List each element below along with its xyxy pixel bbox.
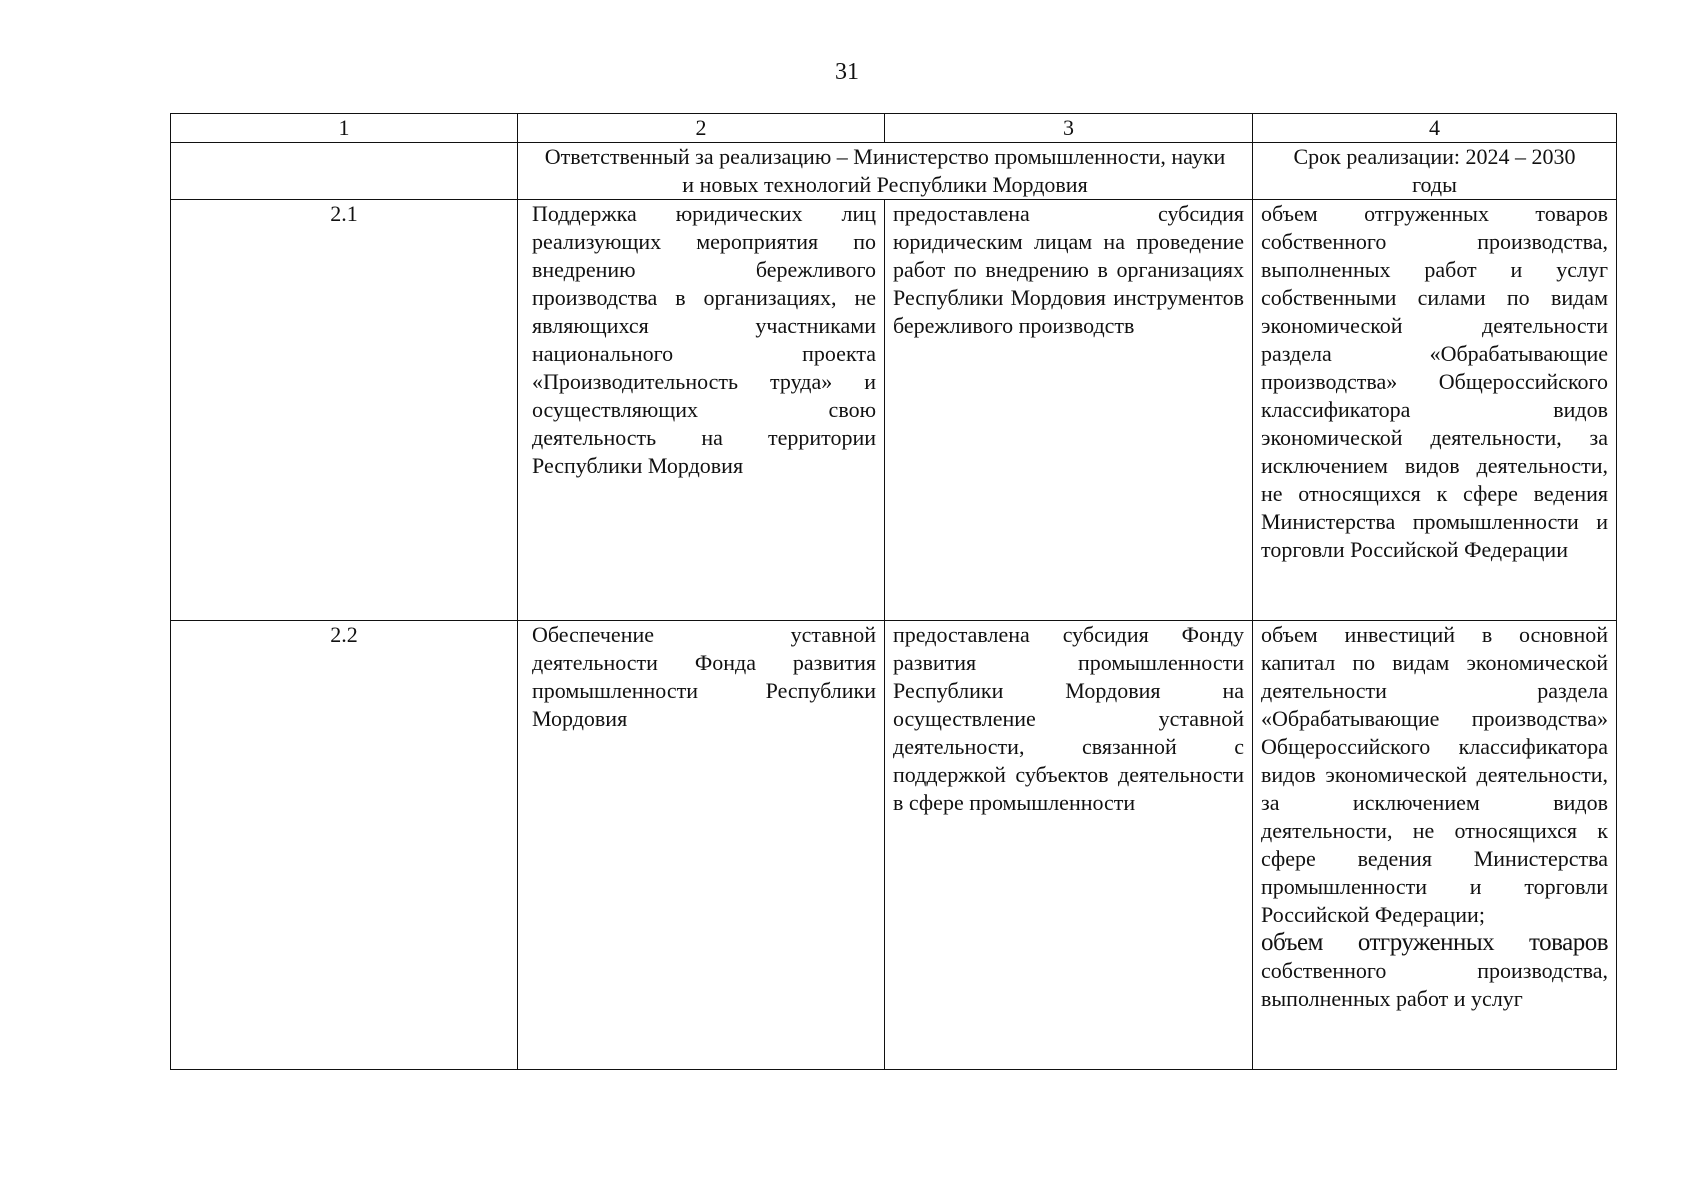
row-number: 2.1 bbox=[171, 200, 518, 621]
table-row bbox=[171, 621, 1617, 1070]
row-indicator-tail: собственного производства, выполненных работ и услуг bbox=[1261, 958, 1608, 1011]
table-row bbox=[171, 200, 1617, 621]
responsible-cell: Ответственный за реализацию – Министерство промышленности, науки и новых технологий Республики Мордовия bbox=[518, 143, 1253, 200]
measures-table bbox=[170, 113, 1617, 1070]
row-number: 2.2 bbox=[171, 621, 518, 1070]
row-indicator: объем отгруженных товаров собственного производства, выполненных работ и услуг собственными силами по видам экономической деятельности раздела «Обрабатывающие производства» Общероссийского классификатора видов экономической деятельности, за исключением видов деятельности, не относящихся к сфере ведения Министерства промышленности и торговли Российской Федерации bbox=[1253, 200, 1617, 621]
responsible-row bbox=[171, 143, 1617, 200]
responsible-empty-cell bbox=[171, 143, 518, 200]
column-number-2: 2 bbox=[518, 114, 885, 143]
row-result: предоставлена субсидия юридическим лицам на проведение работ по внедрению в организациях Республики Мордовия инструментов бережливого производств bbox=[885, 200, 1253, 621]
column-number-3: 3 bbox=[885, 114, 1253, 143]
row-task: Поддержка юридических лиц реализующих мероприятия по внедрению бережливого производства в организациях, не являющихся участниками национального проекта «Производительность труда» и осуществляющих свою деятельность на территории Республики Мордовия bbox=[518, 200, 885, 621]
column-number-row bbox=[171, 114, 1617, 143]
row-indicator-tail-large: объем отгруженных товаров bbox=[1261, 929, 1608, 956]
column-number-4: 4 bbox=[1253, 114, 1617, 143]
row-indicator-cell bbox=[1253, 621, 1617, 1070]
row-result: предоставлена субсидия Фонду развития промышленности Республики Мордовия на осуществление уставной деятельности, связанной с поддержкой субъектов деятельности в сфере промышленности bbox=[885, 621, 1253, 1070]
row-task: Обеспечение уставной деятельности Фонда развития промышленности Республики Мордовия bbox=[518, 621, 885, 1070]
row-indicator: объем инвестиций в основной капитал по видам экономической деятельности раздела «Обрабатывающие производства» Общероссийского классификатора видов экономической деятельности, за исключением видов деятельности, не относящихся к сфере ведения Министерства промышленности и торговли Российской Федерации; bbox=[1261, 622, 1608, 927]
page-number: 31 bbox=[835, 59, 859, 85]
column-number-1: 1 bbox=[171, 114, 518, 143]
term-cell: Срок реализации: 2024 – 2030 годы bbox=[1253, 143, 1617, 200]
